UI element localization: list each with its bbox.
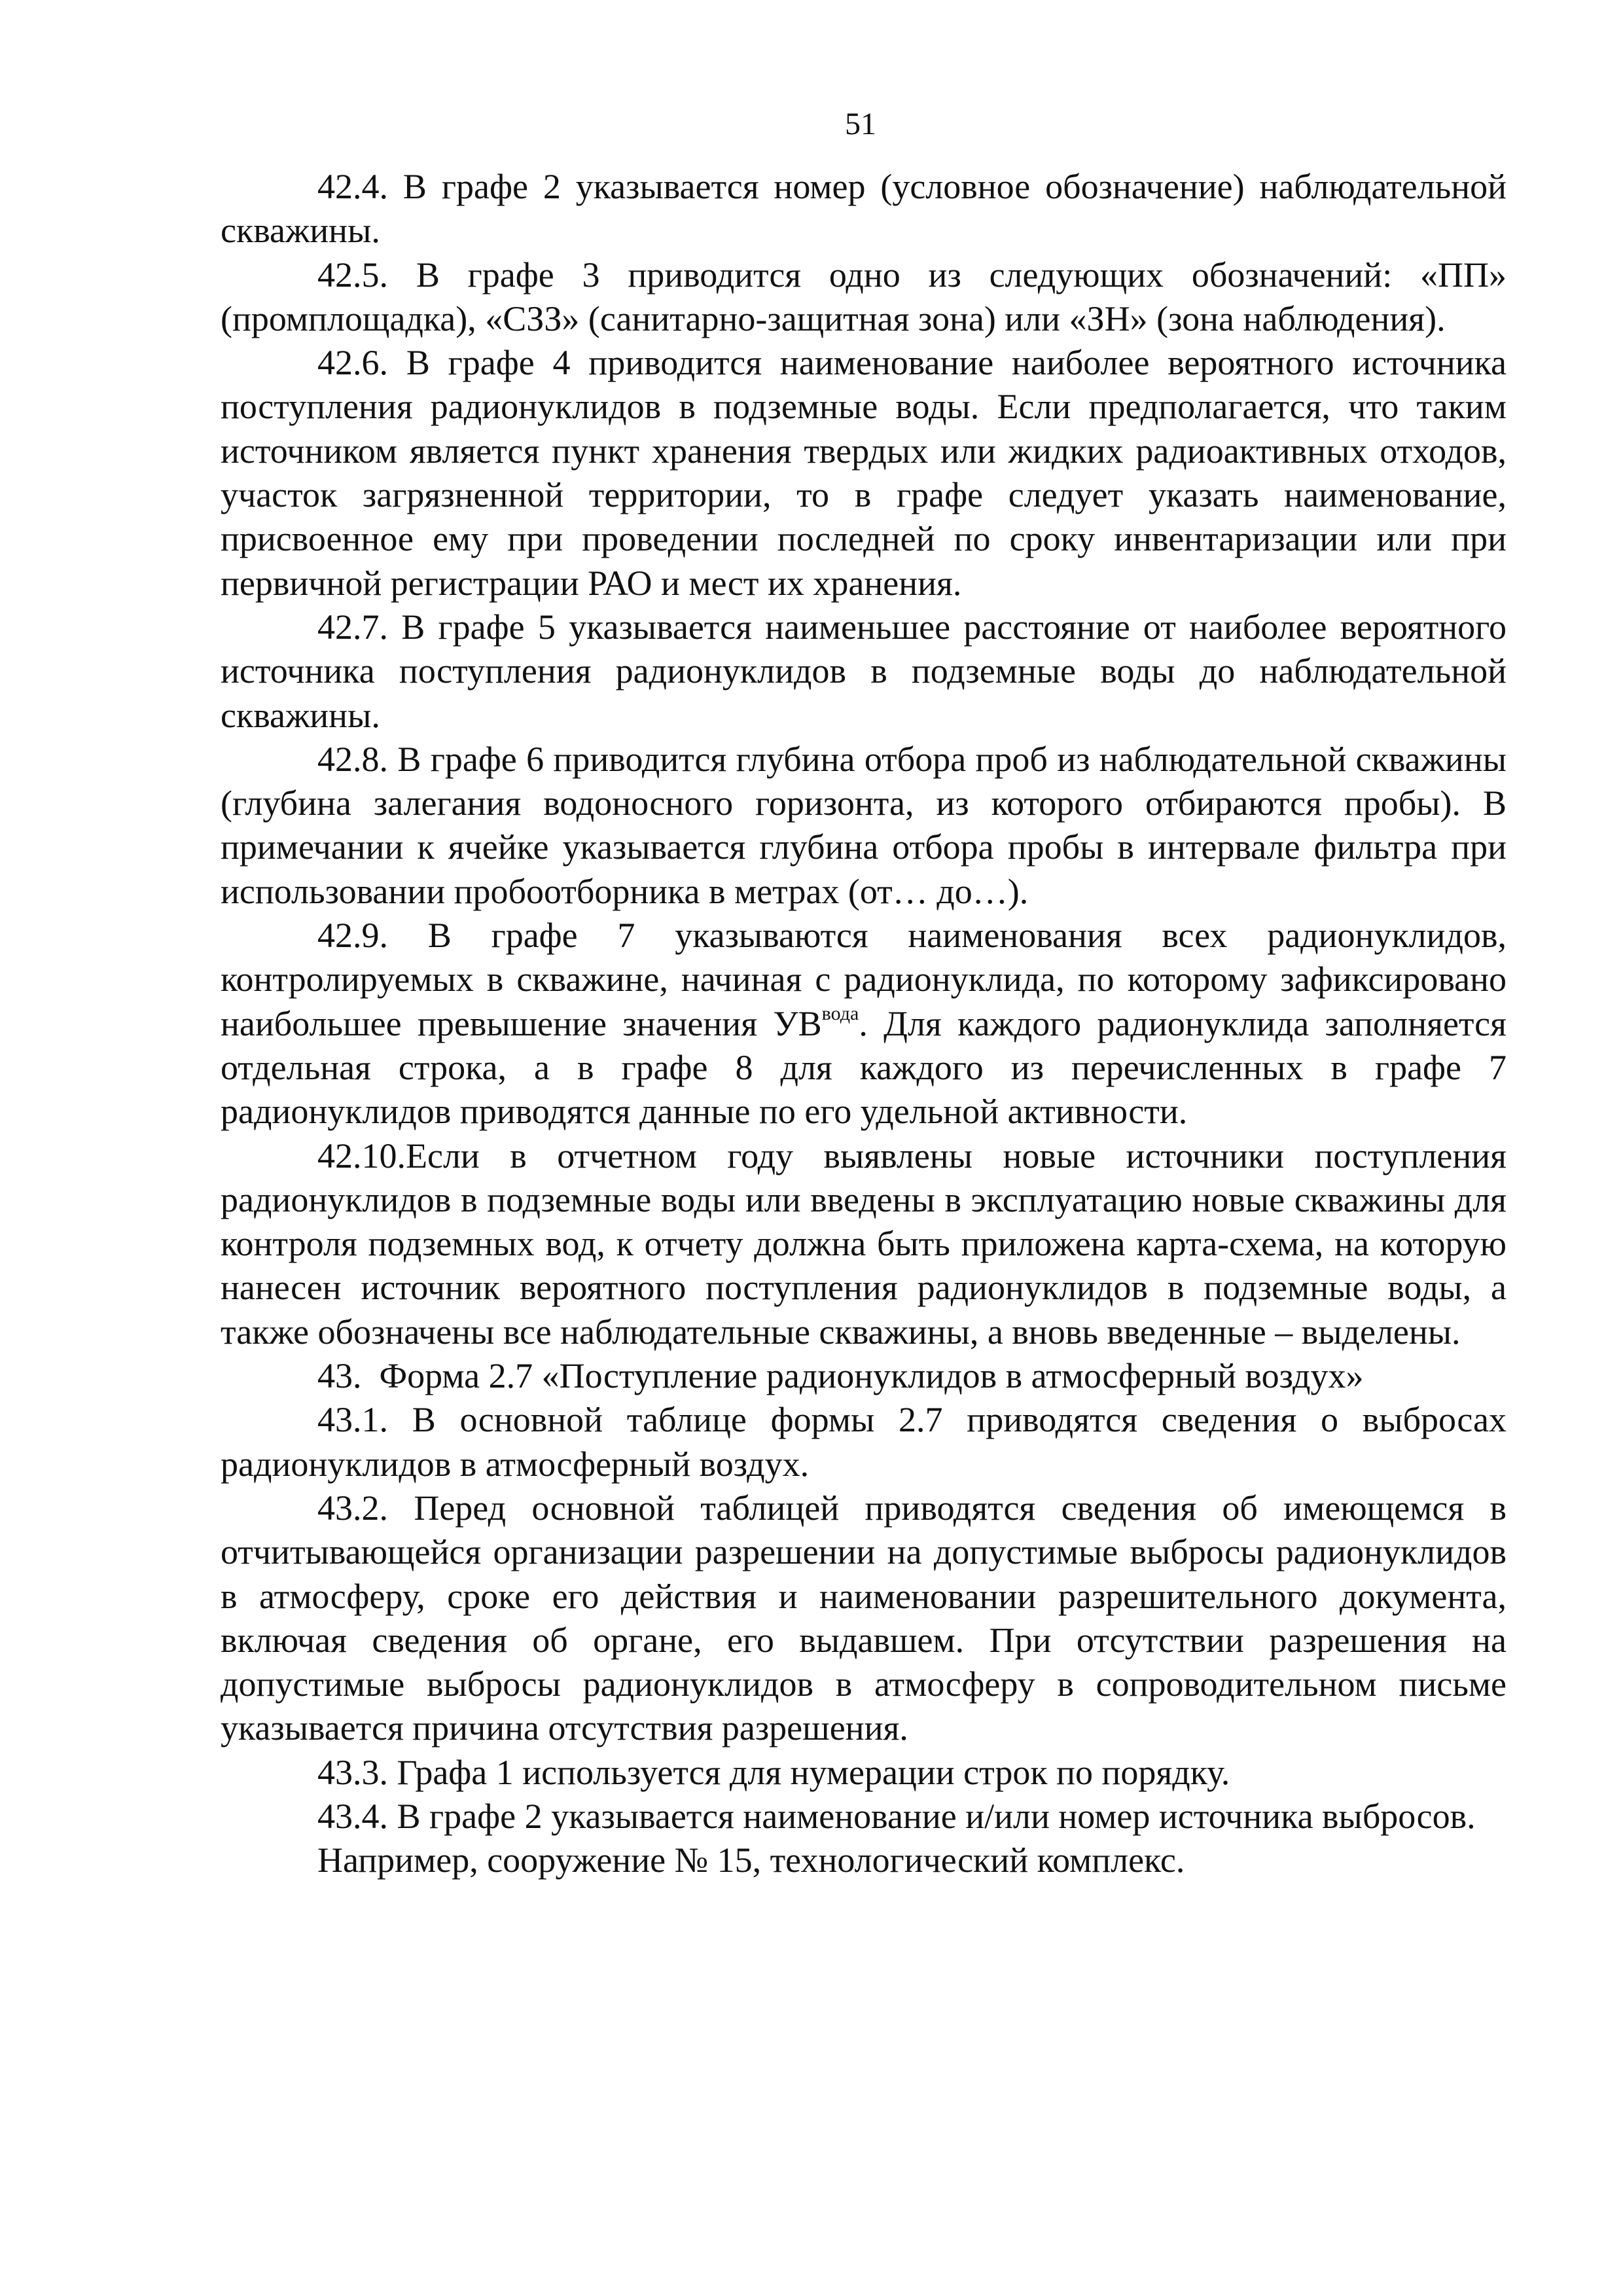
paragraph-number: 43.2.	[317, 1488, 388, 1528]
document-body	[221, 165, 1507, 1883]
paragraph-43-4	[221, 1795, 1507, 1839]
paragraph-number: 43.4.	[317, 1796, 388, 1836]
paragraph-text: В основной таблице формы 2.7 приводятся сведения о выбросах радионуклидов в атмосферный воздух.	[221, 1400, 1507, 1484]
paragraph-43-2	[221, 1486, 1507, 1751]
paragraph-43-3	[221, 1751, 1507, 1795]
paragraph-text: Форма 2.7 «Поступление радионуклидов в атмосферный воздух»	[379, 1356, 1364, 1396]
paragraph-42-8	[221, 738, 1507, 914]
paragraph-text: В графе 2 указывается номер (условное обозначение) наблюдательной скважины.	[221, 167, 1507, 251]
paragraph-text: В графе 4 приводится наименование наиболее вероятного источника поступления радионуклидов в подземные воды. Если предполагается, что таким источником является пункт хранения твердых или жидких радиоактивных отходов, участок загрязненной территории, то в графе следует указать наименование, присвоенное ему при проведении последней по сроку инвентаризации или при первичной регистрации РАО и мест их хранения.	[221, 343, 1507, 603]
paragraph-number: 42.6.	[317, 343, 388, 383]
paragraph-number: 42.4.	[317, 167, 388, 206]
paragraph-43	[221, 1354, 1507, 1398]
paragraph-42-4	[221, 165, 1507, 253]
paragraph-number: 42.5.	[317, 255, 388, 295]
paragraph-42-7	[221, 605, 1507, 738]
paragraph-number: 42.8.	[317, 739, 388, 779]
paragraph-number: 42.10.	[317, 1136, 406, 1175]
paragraph-text: В графе 2 указывается наименование и/или номер источника выбросов.	[397, 1796, 1476, 1836]
paragraph-number: 43.3.	[317, 1752, 388, 1792]
paragraph-text: Перед основной таблицей приводятся сведения об имеющемся в отчитывающейся организации разрешении на допустимые выбросы радионуклидов в атмосферу, сроке его действия и наименовании разрешительного документа, включая сведения об органе, его выдавшем. При отсутствии разрешения на допустимые выбросы радионуклидов в атмосферу в сопроводительном письме указывается причина отсутствия разрешения.	[221, 1488, 1507, 1748]
paragraph-text: В графе 6 приводится глубина отбора проб из наблюдательной скважины (глубина залегания водоносного горизонта, из которого отбираются пробы). В примечании к ячейке указывается глубина отбора пробы в интервале фильтра при использовании пробоотборника в метрах (от… до…).	[221, 739, 1507, 911]
paragraph-text: В графе 7 указываются наименования всех радионуклидов, контролируемых в скважине, начиная с радионуклида, по которому зафиксировано наибольшее превышение значения УВ	[221, 916, 1507, 1043]
superscript-index: вода	[821, 1002, 859, 1024]
paragraph-number: 43.	[317, 1356, 362, 1396]
paragraph-42-5	[221, 253, 1507, 342]
paragraph-number: 42.7.	[317, 607, 388, 647]
paragraph-43-1	[221, 1398, 1507, 1486]
paragraph-text: Если в отчетном году выявлены новые источники поступления радионуклидов в подземные воды или введены в эксплуатацию новые скважины для контроля подземных вод, к отчету должна быть приложена карта-схема, на которую нанесен источник вероятного поступления радионуклидов в подземные воды, а также обозначены все наблюдательные скважины, а вновь введенные – выделены.	[221, 1136, 1507, 1352]
paragraph-text: В графе 3 приводится одно из следующих обозначений: «ПП» (промплощадка), «СЗЗ» (санитарно-защитная зона) или «ЗН» (зона наблюдения).	[221, 255, 1507, 338]
paragraph-text: Графа 1 используется для нумерации строк по порядку.	[397, 1752, 1230, 1792]
paragraph-42-9	[221, 914, 1507, 1134]
paragraph-example	[221, 1839, 1507, 1882]
paragraph-42-6	[221, 341, 1507, 605]
page-number: 51	[845, 107, 876, 141]
paragraph-42-10	[221, 1134, 1507, 1354]
paragraph-text: В графе 5 указывается наименьшее расстояние от наиболее вероятного источника поступления радионуклидов в подземные воды до наблюдательной скважины.	[221, 607, 1507, 735]
paragraph-number: 42.9.	[317, 916, 388, 956]
paragraph-text: Например, сооружение № 15, технологический комплекс.	[317, 1840, 1185, 1880]
paragraph-text-continued: . Для каждого радионуклида заполняется отдельная строка, а в графе 8 для каждого из перечисленных в графе 7 радионуклидов приводятся данные по его удельной активности.	[221, 1003, 1507, 1132]
paragraph-number: 43.1.	[317, 1400, 388, 1440]
